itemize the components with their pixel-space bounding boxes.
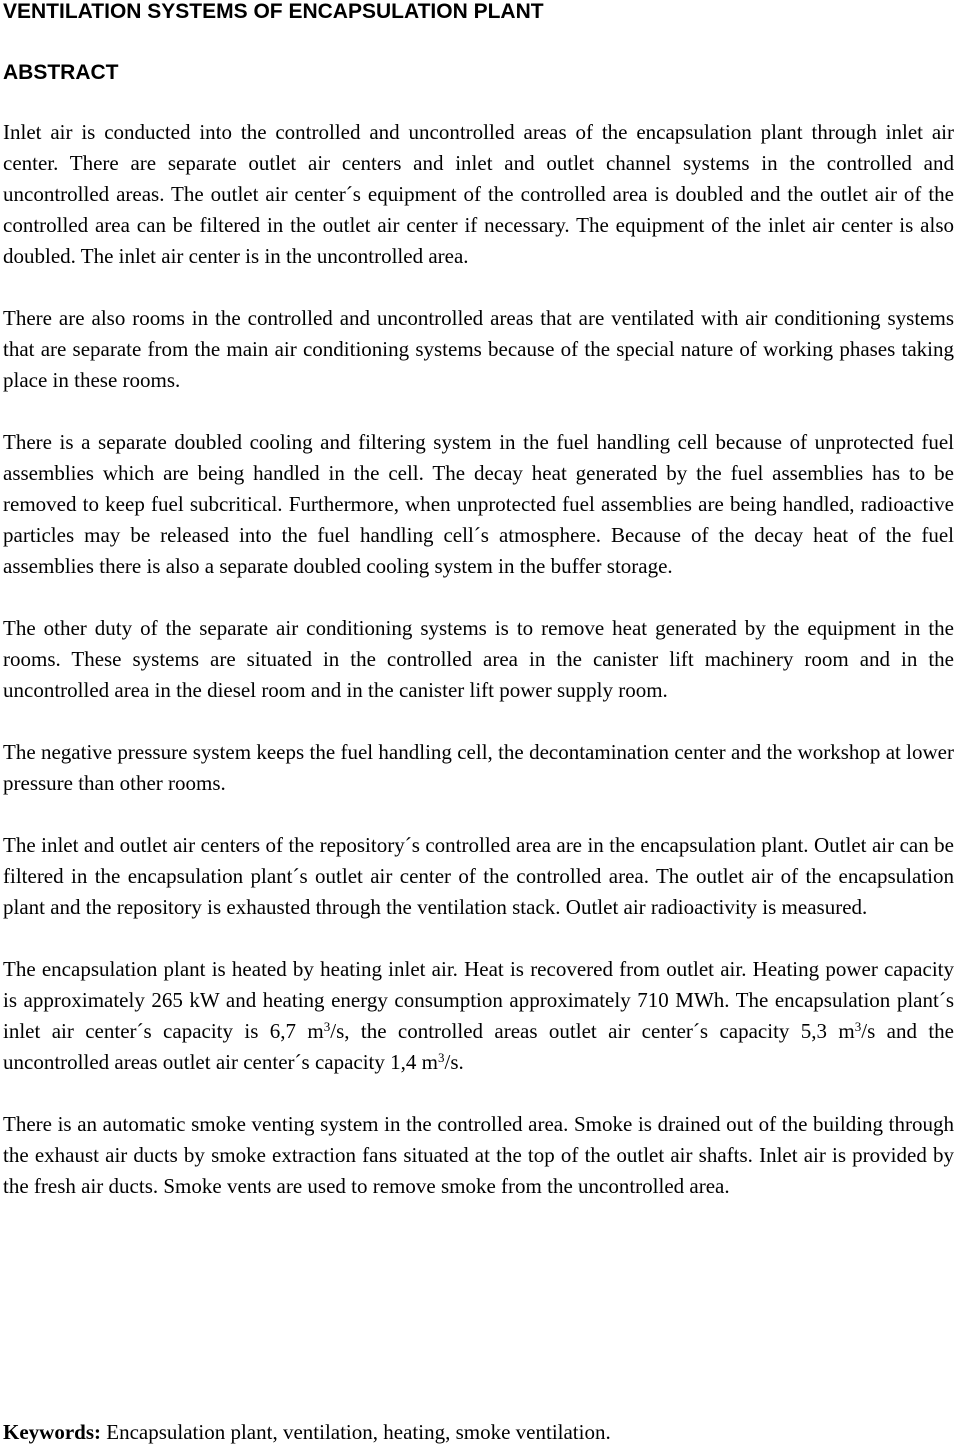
superscript-cubed: 3 [854,1018,862,1034]
heating-text-3: /s and the uncontrolled areas outlet air center´s capacity 1,4 m [3,1019,954,1074]
paragraph-heating [3,954,954,1078]
paragraph-repository-air-centers: The inlet and outlet air centers of the repository´s controlled area are in the encapsulation plant. Outlet air can be filtered in the encapsulation plant´s outlet air center of the controlled area. The outlet air of the encapsulation plant and the repository is exhausted through the ventilation stack. Outlet air radioactivity is measured. [3,833,954,919]
paragraph-separate-rooms: There are also rooms in the controlled and uncontrolled areas that are ventilated with air conditioning systems that are separate from the main air conditioning systems because of the special nature of working phases taking place in these rooms. [3,306,954,392]
paragraph-inlet-air: Inlet air is conducted into the controlled and uncontrolled areas of the encapsulation plant through inlet air center. There are separate outlet air centers and inlet and outlet channel systems in the controlled and uncontrolled areas. The outlet air center´s equipment of the controlled area is doubled and the outlet air of the controlled area can be filtered in the outlet air center if necessary. The equipment of the inlet air center is also doubled. The inlet air center is in the uncontrolled area. [3,120,954,268]
heating-text-4: /s. [444,1050,464,1074]
abstract-heading: ABSTRACT [3,61,119,84]
paragraph-fuel-handling-cell: There is a separate doubled cooling and filtering system in the fuel handling cell because of unprotected fuel assemblies which are being handled in the cell. The decay heat generated by the fuel assemblies has to be removed to keep fuel subcritical. Furthermore, when unprotected fuel assemblies are being handled, radioactive particles may be released into the fuel handling cell´s atmosphere. Because of the decay heat of the fuel assemblies there is also a separate doubled cooling system in the buffer storage. [3,430,954,578]
paragraph-negative-pressure: The negative pressure system keeps the fuel handling cell, the decontamination center and the workshop at lower pressure than other rooms. [3,740,954,795]
heating-text-1: The encapsulation plant is heated by heating inlet air. Heat is recovered from outlet air. Heating power capacity is approximately 265 kW and heating energy consumption approximately 710 MWh. The encapsulation plant´s inlet air center´s capacity is 6,7 m [3,957,954,1043]
superscript-cubed: 3 [437,1049,445,1065]
superscript-cubed: 3 [323,1018,331,1034]
keywords-label: Keywords: [3,1420,101,1444]
paragraph-smoke-venting: There is an automatic smoke venting system in the controlled area. Smoke is drained out of the building through the exhaust air ducts by smoke extraction fans situated at the top of the outlet air shafts. Inlet air is provided by the fresh air ducts. Smoke vents are used to remove smoke from the uncontrolled area. [3,1112,954,1198]
keywords-text: Encapsulation plant, ventilation, heating, smoke ventilation. [101,1420,611,1444]
paragraph-other-duty: The other duty of the separate air conditioning systems is to remove heat generated by the equipment in the rooms. These systems are situated in the controlled area in the canister lift machinery room and in the uncontrolled area in the diesel room and in the canister lift power supply room. [3,616,954,702]
heating-text-2: /s, the controlled areas outlet air center´s capacity 5,3 m [330,1019,855,1043]
abstract-body [3,117,954,1233]
keywords-line [3,1417,611,1448]
document-title: VENTILATION SYSTEMS OF ENCAPSULATION PLANT [3,0,544,23]
